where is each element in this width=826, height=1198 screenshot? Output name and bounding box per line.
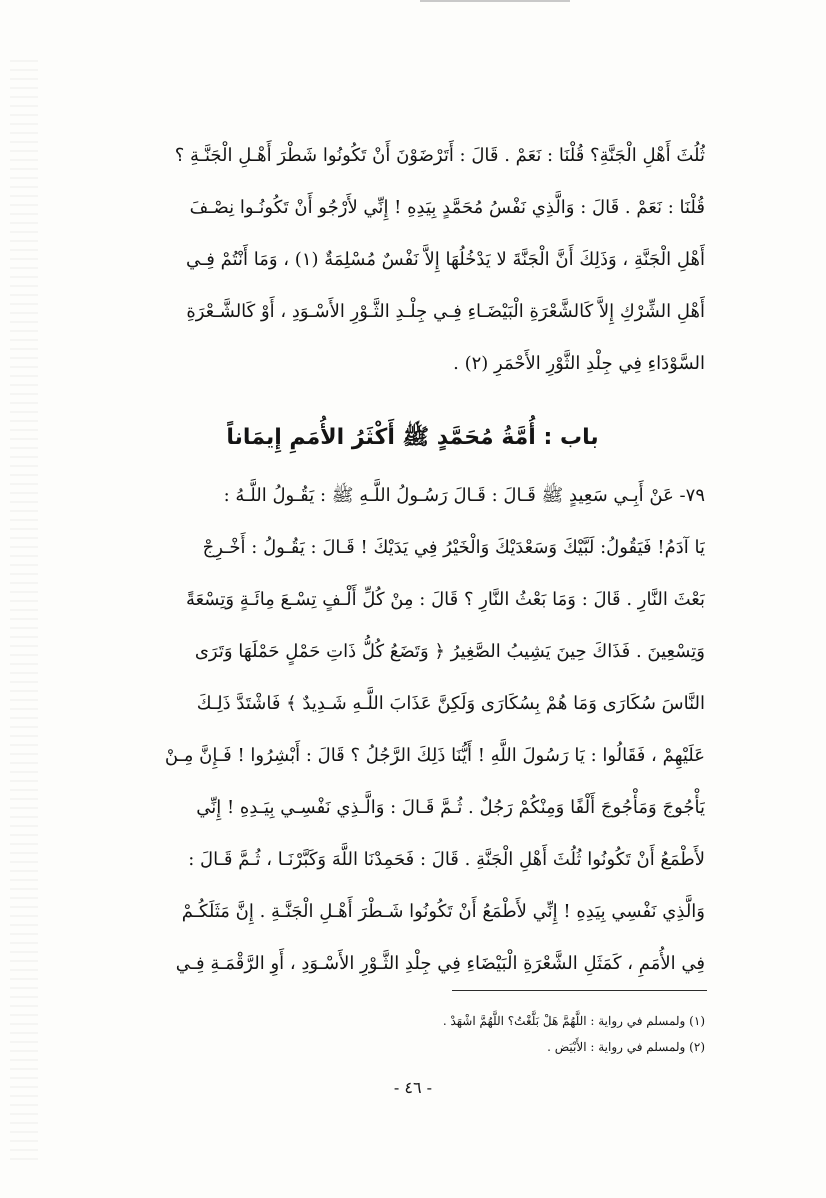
text-line: بَعْثَ النَّارِ . قَالَ : وَمَا بَعْثُ النَّارِ ؟ قَالَ : مِنْ كُلِّ أَلْـفٍ تِسْـعَ مِائَـةٍ وَتِسْعَةً [185,589,705,610]
text-line: وَالَّذِي نَفْسِي بِيَدِهِ ! إِنِّي لأَطْمَعُ أَنْ تَكُونُوا شَـطْرَ أَهْـلِ الْجَنَّـةِ . إِنَّ مَثَلَكُـمْ [181,901,705,922]
footnote-separator [452,990,707,991]
body-text-block-2 [120,470,705,990]
text-line: فِي الأُمَمِ ، كَمَثَلِ الشَّعْرَةِ الْبَيْضَاءِ فِي جِلْدِ الثَّـوْرِ الأَسْـوَدِ ، أَوِ الرَّقْمَـةِ فِـي [175,953,705,974]
text-line: السَّوْدَاءِ فِي جِلْدِ الثَّوْرِ الأَحْمَرِ (٢) . [453,353,705,374]
top-edge-rule [420,0,570,2]
text-line: أَهْلِ الشِّرْكِ إِلاَّ كَالشَّعْرَةِ الْبَيْضَـاءِ فِـي جِلْـدِ الثَّـوْرِ الأَسْـوَدِ ، أَوْ كَالشَّـعْرَةِ [186,301,705,322]
footnote-2: (٢) ولمسلم في رواية : الأَبْيَض . [547,1040,705,1054]
text-line: يَا آدَمُ! فَيَقُولُ: لَبَّيْكَ وَسَعْدَيْكَ وَالْخَيْرُ فِي يَدَيْكَ ! قَـالَ : يَقُـولُ : أَخْـرِجْ [202,537,705,558]
footnotes [300,1008,705,1060]
text-line: النَّاسَ سُكَارَى وَمَا هُمْ بِسُكَارَى وَلَكِنَّ عَذَابَ اللَّـهِ شَـدِيدٌ ﴾ فَاشْتَدَّ ذَلِـكَ [196,693,705,714]
footnote-1: (١) ولمسلم في رواية : اللَّهُمَّ هَلْ بَلَّغْتُ؟ اللَّهُمَّ اشْهَدْ . [442,1014,705,1028]
body-text-block-1 [120,130,705,390]
text-line: أَهْلِ الْجَنَّةِ ، وَذَلِكَ أَنَّ الْجَنَّةَ لا يَدْخُلُهَا إِلاَّ نَفْسٌ مُسْلِمَةٌ (١) ، وَمَا أَنْتُمْ فِـي [185,249,705,270]
text-line: لأَطْمَعُ أَنْ تَكُونُوا ثُلُثَ أَهْلِ الْجَنَّةِ . قَالَ : فَحَمِدْنَا اللَّهَ وَكَبَّرْنَـا ، ثُـمَّ قَـالَ : [188,849,705,870]
chapter-heading: باب : أُمَّةُ مُحَمَّدٍ ﷺ أَكْثَرُ الأُمَمِ إِيمَاناً [226,425,599,450]
text-line: وَتِسْعِينَ . فَذَاكَ حِينَ يَشِيبُ الصَّغِيرُ ﴿ وَتَضَعُ كُلُّ ذَاتِ حَمْلٍ حَمْلَهَا وَتَرَى [194,641,705,662]
text-line: يَأْجُوجَ وَمَأْجُوجَ أَلْفًا وَمِنْكُمْ رَجُلٌ . ثُـمَّ قَـالَ : وَالَّـذِي نَفْسِـي بِيَـدِهِ ! إِنِّي [196,797,705,818]
page-number: - ٤٦ - [393,1078,433,1097]
text-line: قُلْنَا : نَعَمْ . قَالَ : وَالَّذِي نَفْسُ مُحَمَّدٍ بِيَدِهِ ! إِنِّي لأَرْجُو أَنْ تَكُونُـوا نِصْـفَ [189,197,705,218]
scan-margin-artifact [10,60,38,1160]
text-line: ثُلُثَ أَهْلِ الْجَنَّةِ؟ قُلْنَا : نَعَمْ . قَالَ : أَتَرْضَوْنَ أَنْ تَكُونُوا شَطْرَ أَهْـلِ الْجَنَّـةِ ؟ [174,145,705,166]
text-line: عَلَيْهِمْ ، فَقَالُوا : يَا رَسُولَ اللَّهِ ! أَيُّنَا ذَلِكَ الرَّجُلُ ؟ قَالَ : أَبْشِرُوا ! فَـإِنَّ مِـنْ [164,745,705,766]
text-line: ٧٩- عَنْ أَبِـي سَعِيدٍ ﷺ قَـالَ : قَـالَ رَسُـولُ اللَّـهِ ﷺ : يَقُـولُ اللَّـهُ : [223,485,705,506]
